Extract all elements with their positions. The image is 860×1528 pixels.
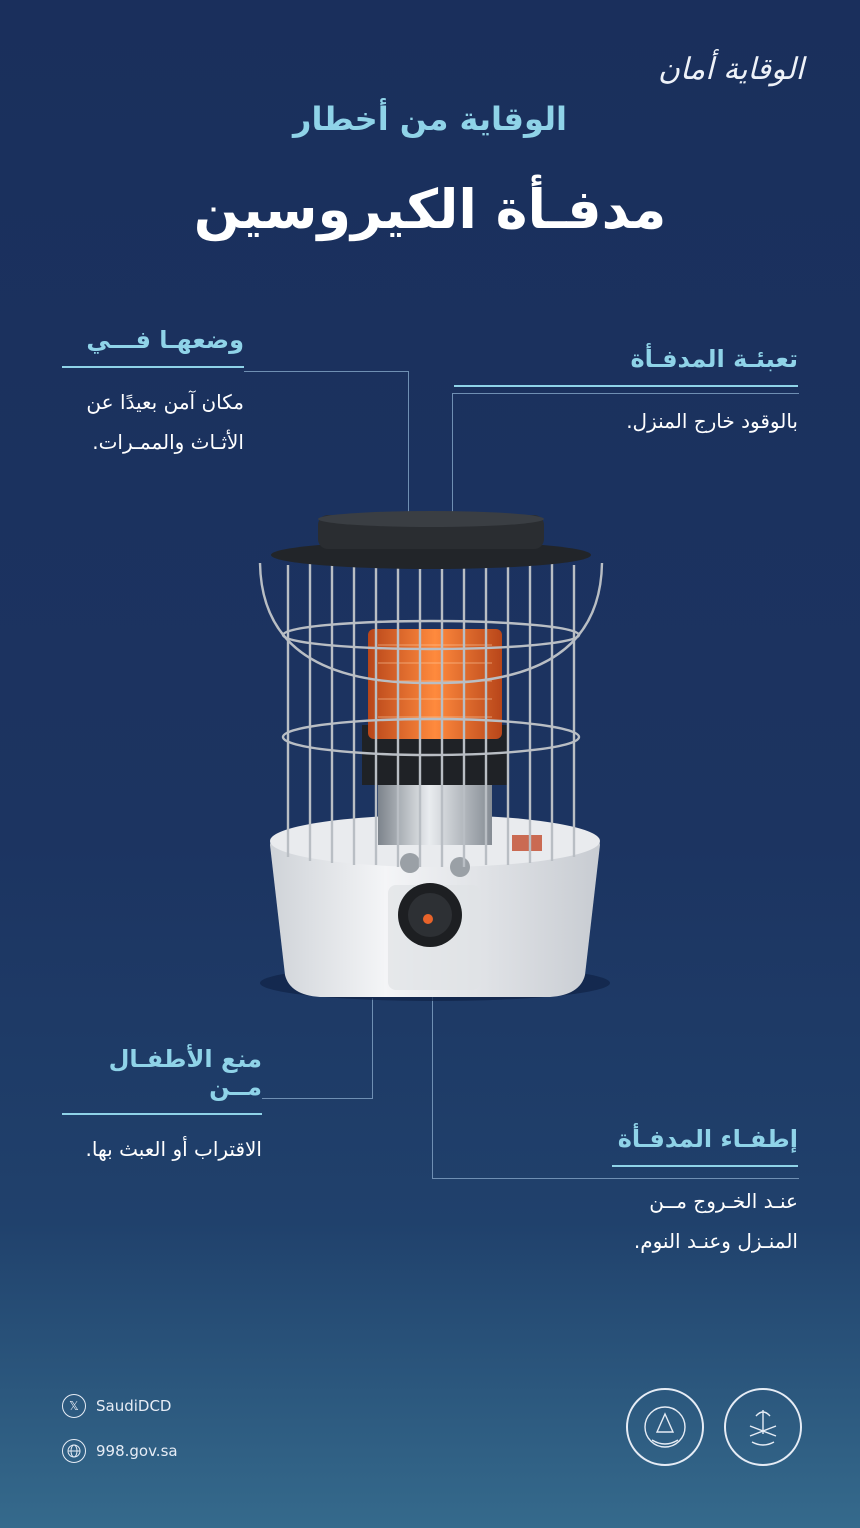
- globe-icon: [62, 1439, 86, 1463]
- tip-body: [612, 1181, 798, 1261]
- website-link: 998.gov.sa: [96, 1442, 178, 1460]
- tip-line: مكان آمن بعيدًا عن: [86, 390, 244, 414]
- tip-body: [62, 1129, 262, 1169]
- page-title: مدفـأة الكيروسين: [193, 178, 667, 241]
- tip-divider: [62, 1113, 262, 1115]
- tip-divider: [454, 385, 798, 387]
- tip-line: بالوقود خارج المنزل.: [626, 409, 798, 433]
- tip-line: عنـد الخـروج مــن: [649, 1189, 798, 1213]
- tip-heading: وضعهـا فـــي: [86, 326, 244, 354]
- ministry-emblem: [724, 1388, 802, 1466]
- x-logo-icon: 𝕏: [62, 1394, 86, 1418]
- page-subtitle: الوقاية من أخطار: [293, 100, 567, 138]
- tip-heading: إطفـاء المدفـأة: [617, 1125, 798, 1153]
- kerosene-heater-illustration: [250, 505, 620, 1015]
- civil-defense-emblem: [626, 1388, 704, 1466]
- tip-children: [62, 1045, 262, 1169]
- connector-line: [452, 393, 799, 520]
- tip-line: الأثـاث والممـرات.: [92, 430, 244, 454]
- social-handle: SaudiDCD: [96, 1397, 172, 1415]
- tip-divider: [62, 366, 244, 368]
- tip-body: [62, 382, 244, 462]
- tip-line: الاقتراب أو العبث بها.: [85, 1137, 262, 1161]
- tip-heading: منع الأطفـال مــن: [108, 1045, 262, 1101]
- tip-heading: تعبئـة المدفـأة: [630, 345, 798, 373]
- connector-line: [244, 371, 409, 520]
- footer-social[interactable]: [62, 1394, 171, 1418]
- logo-text: الوقاية أمان: [657, 52, 804, 87]
- tip-line: المنـزل وعنـد النوم.: [633, 1229, 798, 1253]
- footer-website[interactable]: [62, 1439, 178, 1463]
- connector-line: [432, 990, 799, 1179]
- tip-placement: [62, 326, 244, 462]
